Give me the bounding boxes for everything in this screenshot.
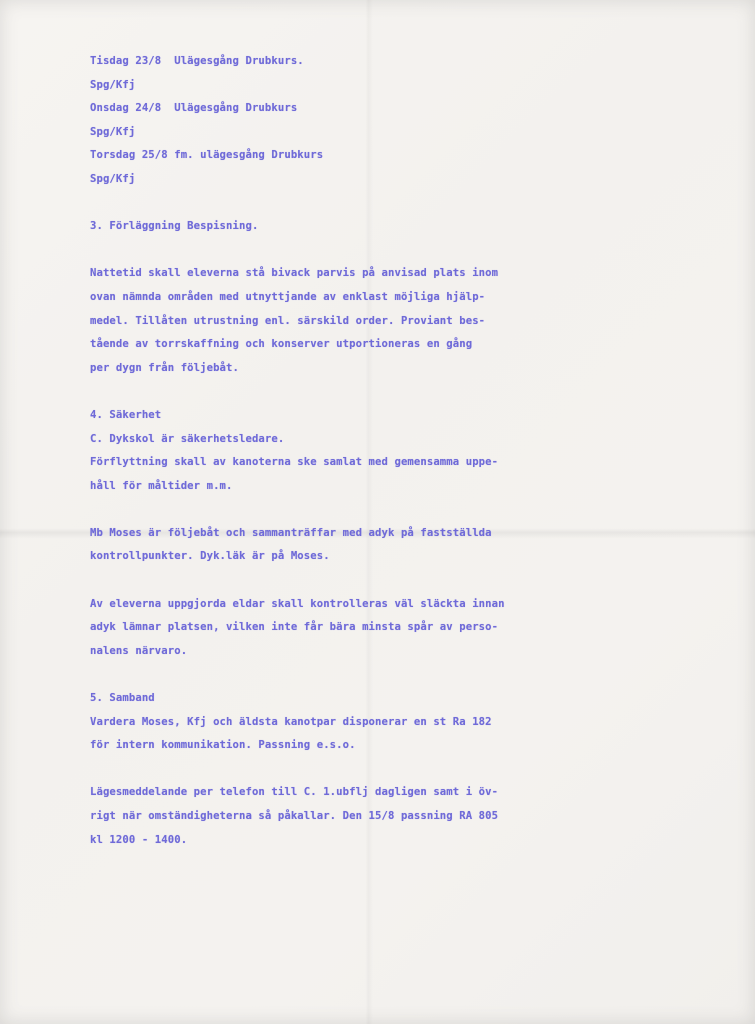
typed-document [90, 50, 690, 852]
paragraph-line: Vardera Moses, Kfj och äldsta kanotpar disponerar en st Ra 182 [90, 715, 492, 728]
schedule-line: Spg/Kfj [90, 78, 136, 91]
schedule-line: Spg/Kfj [90, 172, 136, 185]
schedule-line: Torsdag 25/8 fm. ulägesgång Drubkurs [90, 149, 324, 162]
section-3 [90, 215, 690, 380]
spacer [90, 380, 690, 404]
schedule-line: Onsdag 24/8 Ulägesgång Drubkurs [90, 102, 298, 115]
paragraph-line: ovan nämnda områden med utnyttjande av enklast möjliga hjälp- [90, 290, 486, 303]
schedule-block [90, 50, 690, 192]
paragraph-line: adyk lämnar platsen, vilken inte får bära minsta spår av perso- [90, 621, 499, 634]
paragraph-line: rigt när omständigheterna så påkallar. Den 15/8 passning RA 805 [90, 810, 499, 822]
spacer [90, 758, 690, 782]
schedule-line: Tisdag 23/8 Ulägesgång Drubkurs. [90, 55, 304, 67]
paragraph-line: för intern kommunikation. Passning e.s.o. [90, 739, 356, 752]
paragraph-line: tående av torrskaffning och konserver utportioneras en gång [90, 338, 473, 351]
paragraph-line: Av eleverna uppgjorda eldar skall kontrolleras väl släckta innan [90, 597, 505, 610]
paragraph-line: nalens närvaro. [90, 644, 188, 657]
section-heading: 4. Säkerhet [90, 408, 162, 421]
spacer [90, 192, 690, 216]
section-5 [90, 687, 690, 852]
paragraph-line: Mb Moses är följebåt och sammanträffar med adyk på fastställda [90, 526, 492, 539]
paragraph-line: Förflyttning skall av kanoterna ske samlat med gemensamma uppe- [90, 456, 499, 469]
section-4 [90, 404, 690, 664]
spacer [90, 498, 690, 522]
paragraph-line: per dygn från följebåt. [90, 361, 239, 374]
paragraph-line: håll för måltider m.m. [90, 479, 233, 492]
paragraph-line: kl 1200 - 1400. [90, 833, 188, 846]
spacer [90, 663, 690, 687]
paragraph-line: C. Dykskol är säkerhetsledare. [90, 432, 285, 445]
paragraph-line: Nattetid skall eleverna stå bivack parvis på anvisad plats inom [90, 267, 499, 280]
paragraph-line: medel. Tillåten utrustning enl. särskild order. Proviant bes- [90, 314, 486, 327]
spacer [90, 569, 690, 593]
schedule-line: Spg/Kfj [90, 125, 136, 138]
paragraph-line: Lägesmeddelande per telefon till C. 1.ubflj dagligen samt i öv- [90, 786, 499, 799]
section-heading: 3. Förläggning Bespisning. [90, 220, 259, 233]
section-heading: 5. Samband [90, 692, 155, 705]
paragraph-line: kontrollpunkter. Dyk.läk är på Moses. [90, 550, 330, 563]
spacer [90, 239, 690, 263]
